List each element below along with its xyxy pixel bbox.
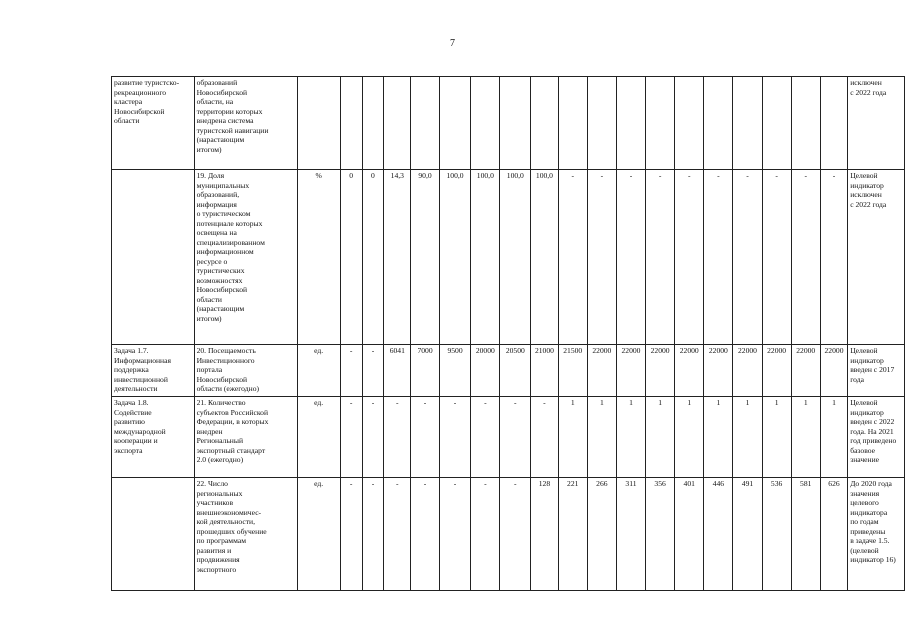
value-cell <box>439 170 470 345</box>
value-cell <box>471 345 500 397</box>
value-cell <box>340 170 362 345</box>
value-cell-text: 100,0 <box>476 171 494 180</box>
value-cell-text: 22000 <box>796 346 816 355</box>
unit-cell-text: ед. <box>314 398 324 407</box>
task-cell <box>112 345 195 397</box>
value-cell-text: 581 <box>800 479 812 488</box>
value-cell-text: - <box>717 171 720 180</box>
value-cell <box>531 345 558 397</box>
value-cell-text: 491 <box>741 479 754 488</box>
value-cell-text: - <box>453 479 457 488</box>
value-cell <box>587 170 616 345</box>
note-cell-text: Целевой индикатор введен с 2022 года. На 2021 год приведено базовое значение <box>850 398 897 464</box>
note-cell <box>848 478 905 591</box>
value-cell <box>384 397 411 478</box>
value-cell-text: - <box>775 171 778 180</box>
unit-cell-text: % <box>315 171 322 180</box>
value-cell <box>820 478 847 591</box>
value-cell-text: 22000 <box>650 346 670 355</box>
value-cell-text: 21500 <box>563 346 583 355</box>
value-cell <box>500 170 531 345</box>
value-cell <box>675 77 704 170</box>
value-cell <box>500 478 531 591</box>
value-cell <box>531 170 558 345</box>
value-cell <box>411 478 440 591</box>
value-cell <box>704 478 733 591</box>
value-cell <box>616 397 645 478</box>
value-cell-text: 14,3 <box>390 171 404 180</box>
value-cell <box>531 77 558 170</box>
task-cell-text: Задача 1.7. Информационная поддержка инвестиционной деятельности <box>114 346 171 393</box>
value-cell-text: - <box>349 398 353 407</box>
indicator-cell-text: 19. Доля муниципальных образований, информация о туристическом потенциале которых освещена на специализированном информационном ресурсе о туристических возможностях Новосибирской области (нарастающим итогом) <box>196 171 265 323</box>
note-cell <box>848 170 905 345</box>
value-cell-text: 6041 <box>389 346 405 355</box>
value-cell <box>439 345 470 397</box>
value-cell <box>704 345 733 397</box>
value-cell <box>733 397 762 478</box>
value-cell-text: - <box>746 171 749 180</box>
unit-cell <box>297 397 340 478</box>
indicator-cell <box>194 478 297 591</box>
value-cell-text: - <box>514 479 517 488</box>
value-cell <box>500 77 531 170</box>
value-cell <box>384 345 411 397</box>
value-cell <box>587 345 616 397</box>
value-cell-text: 22000 <box>621 346 641 355</box>
value-cell-text: 7000 <box>417 346 433 355</box>
table-row <box>112 77 905 170</box>
value-cell <box>362 77 384 170</box>
value-cell <box>558 77 587 170</box>
value-cell-text: - <box>396 398 399 407</box>
task-cell <box>112 77 195 170</box>
value-cell-text: 1 <box>658 398 662 407</box>
value-cell <box>340 77 362 170</box>
indicator-cell <box>194 397 297 478</box>
value-cell <box>558 345 587 397</box>
value-cell-text: - <box>371 479 375 488</box>
value-cell <box>411 397 440 478</box>
value-cell <box>762 397 791 478</box>
note-cell-text: Целевой индикатор введен с 2017 года <box>850 346 895 384</box>
value-cell <box>733 478 762 591</box>
value-cell <box>791 397 820 478</box>
value-cell-text: - <box>629 171 633 180</box>
value-cell-text: 22000 <box>679 346 699 355</box>
value-cell-text: 22000 <box>767 346 787 355</box>
value-cell <box>439 478 470 591</box>
value-cell <box>471 77 500 170</box>
indicator-cell-text: 22. Число региональных участников внешнеэкономичес- кой деятельности, прошедших обучение по программам развития и продвижения экспортного <box>196 479 267 574</box>
value-cell-text: 22000 <box>824 346 844 355</box>
value-cell-text: - <box>832 171 836 180</box>
value-cell-text: - <box>600 171 604 180</box>
value-cell <box>439 397 470 478</box>
value-cell <box>362 478 384 591</box>
indicator-cell-text: 20. Посещаемость Инвестиционного портала Новосибирской области (ежегодно) <box>196 346 260 393</box>
value-cell-text: 1 <box>745 398 750 407</box>
value-cell <box>820 397 847 478</box>
value-cell-text: - <box>687 171 691 180</box>
value-cell <box>675 478 704 591</box>
value-cell-text: - <box>349 479 353 488</box>
value-cell <box>587 77 616 170</box>
value-cell-text: 1 <box>570 398 575 407</box>
value-cell <box>733 345 762 397</box>
value-cell <box>340 478 362 591</box>
value-cell <box>733 77 762 170</box>
value-cell <box>616 478 645 591</box>
value-cell <box>587 397 616 478</box>
unit-cell <box>297 77 340 170</box>
value-cell-text: 9500 <box>447 346 463 355</box>
value-cell-text: - <box>543 398 546 407</box>
task-cell-text: развитие туристско- рекреационного кластера Новосибирской области <box>114 78 180 125</box>
value-cell <box>471 170 500 345</box>
value-cell <box>384 77 411 170</box>
value-cell <box>646 170 675 345</box>
value-cell <box>362 397 384 478</box>
value-cell <box>704 397 733 478</box>
value-cell <box>646 397 675 478</box>
table-row <box>112 170 905 345</box>
indicator-cell <box>194 77 297 170</box>
value-cell-text: 1 <box>716 398 721 407</box>
value-cell-text: 446 <box>712 479 725 488</box>
value-cell-text: 0 <box>349 171 354 180</box>
task-cell-text: Задача 1.8. Содействие развитию международной кооперации и экспорта <box>114 398 166 455</box>
value-cell-text: - <box>804 171 807 180</box>
indicator-cell-text: образований Новосибирской области, на территории которых внедрена система туристской навигации (нарастающим итогом) <box>196 78 269 154</box>
unit-cell-text: ед. <box>314 346 324 355</box>
value-cell <box>646 478 675 591</box>
value-cell-text: 311 <box>625 479 637 488</box>
value-cell <box>704 170 733 345</box>
task-cell <box>112 397 195 478</box>
page-number: 7 <box>450 38 455 49</box>
value-cell-text: 22000 <box>708 346 728 355</box>
value-cell <box>675 170 704 345</box>
value-cell-text: - <box>453 398 457 407</box>
value-cell-text: - <box>371 346 375 355</box>
value-cell <box>616 345 645 397</box>
value-cell-text: 1 <box>629 398 633 407</box>
note-cell <box>848 77 905 170</box>
value-cell <box>471 478 500 591</box>
value-cell <box>820 170 847 345</box>
value-cell-text: 401 <box>683 479 695 488</box>
value-cell-text: - <box>484 479 487 488</box>
value-cell-text: 128 <box>538 479 551 488</box>
value-cell <box>646 77 675 170</box>
value-cell <box>791 77 820 170</box>
value-cell <box>500 345 531 397</box>
value-cell-text: 100,0 <box>446 171 464 180</box>
value-cell <box>558 397 587 478</box>
note-cell-text: исключен с 2022 года <box>850 78 887 97</box>
note-cell <box>848 397 905 478</box>
value-cell <box>646 345 675 397</box>
value-cell-text: 100,0 <box>506 171 524 180</box>
value-cell <box>411 77 440 170</box>
note-cell-text: Целевой индикатор исключен с 2022 года <box>850 171 887 209</box>
value-cell-text: 1 <box>803 398 808 407</box>
value-cell <box>471 397 500 478</box>
unit-cell <box>297 345 340 397</box>
value-cell <box>362 345 384 397</box>
value-cell-text: - <box>371 398 375 407</box>
value-cell-text: 20000 <box>475 346 495 355</box>
value-cell-text: - <box>571 171 574 180</box>
value-cell <box>531 478 558 591</box>
value-cell <box>616 77 645 170</box>
value-cell <box>531 397 558 478</box>
value-cell-text: 21000 <box>534 346 554 355</box>
value-cell-text: 20500 <box>505 346 525 355</box>
value-cell <box>384 478 411 591</box>
value-cell-text: 1 <box>774 398 779 407</box>
indicators-table <box>111 76 905 591</box>
value-cell-text: 221 <box>567 479 579 488</box>
value-cell-text: - <box>349 346 353 355</box>
value-cell-text: 356 <box>654 479 666 488</box>
value-cell <box>384 170 411 345</box>
value-cell <box>791 170 820 345</box>
value-cell <box>616 170 645 345</box>
value-cell <box>820 77 847 170</box>
task-cell <box>112 170 195 345</box>
value-cell-text: 626 <box>828 479 840 488</box>
value-cell <box>733 170 762 345</box>
value-cell <box>762 170 791 345</box>
value-cell <box>587 478 616 591</box>
value-cell <box>558 170 587 345</box>
value-cell-text: 100,0 <box>535 171 553 180</box>
value-cell-text: - <box>514 398 517 407</box>
task-cell <box>112 478 195 591</box>
value-cell <box>500 397 531 478</box>
value-cell <box>411 345 440 397</box>
value-cell-text: - <box>658 171 662 180</box>
value-cell <box>675 397 704 478</box>
note-cell-text: До 2020 года значения целевого индикатора по годам приведены в задаче 1.5. (целевой индикатор 16) <box>850 479 896 564</box>
value-cell <box>762 478 791 591</box>
value-cell <box>362 170 384 345</box>
value-cell <box>791 478 820 591</box>
value-cell-text: - <box>423 479 427 488</box>
value-cell <box>675 345 704 397</box>
value-cell-text: 0 <box>371 171 375 180</box>
indicator-cell <box>194 170 297 345</box>
table-row <box>112 345 905 397</box>
value-cell-text: - <box>396 479 399 488</box>
unit-cell <box>297 170 340 345</box>
value-cell <box>791 345 820 397</box>
value-cell <box>762 77 791 170</box>
value-cell <box>340 345 362 397</box>
value-cell <box>558 478 587 591</box>
value-cell-text: 536 <box>770 479 783 488</box>
value-cell <box>762 345 791 397</box>
value-cell-text: - <box>484 398 487 407</box>
value-cell <box>704 77 733 170</box>
value-cell <box>411 170 440 345</box>
value-cell-text: 22000 <box>592 346 612 355</box>
value-cell-text: 1 <box>832 398 836 407</box>
unit-cell <box>297 478 340 591</box>
value-cell <box>340 397 362 478</box>
value-cell-text: 1 <box>687 398 692 407</box>
value-cell-text: - <box>423 398 427 407</box>
note-cell <box>848 345 905 397</box>
value-cell <box>439 77 470 170</box>
table-row <box>112 397 905 478</box>
table-row <box>112 478 905 591</box>
value-cell <box>820 345 847 397</box>
value-cell-text: 22000 <box>737 346 757 355</box>
value-cell-text: 90,0 <box>418 171 432 180</box>
value-cell-text: 1 <box>599 398 604 407</box>
unit-cell-text: ед. <box>314 479 324 488</box>
indicator-cell-text: 21. Количество субъектов Российской Федерации, в которых внедрен Региональный экспортный стандарт 2.0 (ежегодно) <box>196 398 269 464</box>
indicator-cell <box>194 345 297 397</box>
value-cell-text: 266 <box>596 479 608 488</box>
